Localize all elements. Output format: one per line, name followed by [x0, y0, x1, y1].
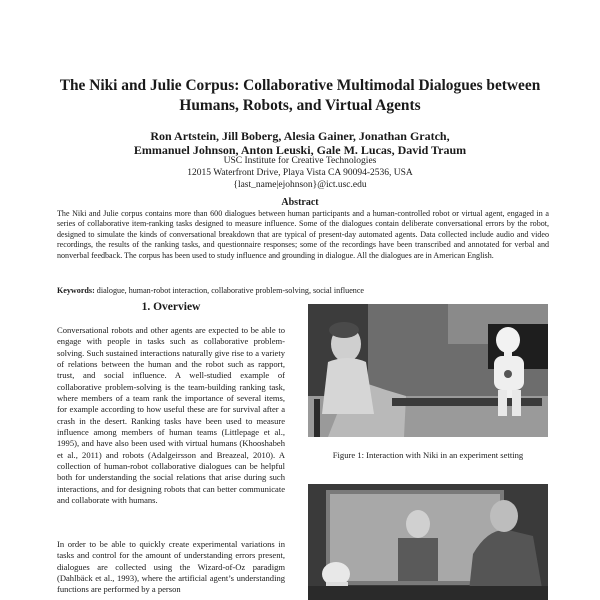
abstract-heading: Abstract	[281, 197, 319, 208]
abstract-text: The Niki and Julie corpus contains more than 600 dialogues between human participants and a human-controlled robot or virtual agent, engaged in a series of collaborative item-ranking tasks designed to measure influence. Some of the dialogues contain deliberate conversational errors by the robot, designed to simulate the kinds of conversational breakdown that are typical of present-day automated agents. Data collected include audio and video recordings, the results of the ranking tasks, and questionnaire responses; some of the recordings have been transcribed and annotated for verbal and nonverbal feedback. The corpus has been used to study influence and grounding in dialogue. All the dialogues are in American English.	[57, 209, 549, 260]
institution: USC Institute for Creative Technologies	[223, 156, 377, 166]
address: 12015 Waterfront Drive, Playa Vista CA 90094-2536, USA	[187, 168, 413, 178]
keywords-list: dialogue, human-robot interaction, collaborative problem-solving, social influence	[94, 286, 365, 295]
affiliation	[40, 155, 560, 191]
email: {last_name|ejohnson}@ict.usc.edu	[233, 180, 367, 190]
authors-line-1: Ron Artstein, Jill Boberg, Alesia Gainer, Jonathan Gratch,	[150, 129, 450, 143]
author-list	[40, 129, 560, 157]
figure-1-caption: Figure 1: Interaction with Niki in an experiment setting	[332, 450, 524, 460]
section-heading-overview: 1. Overview	[141, 301, 201, 313]
body-paragraph-2: In order to be able to quickly create experimental variations in tasks and control for the amount of understanding errors present, dialogues are collected using the Wizard-of-Oz paradigm (Dahlbäck et al., 1993), where the artificial agent’s understanding functions are performed by a person	[57, 539, 285, 595]
keywords-label: Keywords:	[57, 286, 95, 295]
authors-line-2: Emmanuel Johnson, Anton Leuski, Gale M. Lucas, David Traum	[133, 143, 467, 157]
figure-1-photo	[308, 304, 548, 437]
paper-title: The Niki and Julie Corpus: Collaborative Multimodal Dialogues between Humans, Robots, and Virtual Agents	[59, 77, 541, 114]
body-paragraph-1: Conversational robots and other agents are expected to be able to engage with people in tasks such as collaborative problem-solving. Such sustained interactions naturally give rise to a variety of relations between the human and the robot such as rapport, trust, and social influence. A well-studied example of collaborative problem-solving is the team-building ranking task, where members of a team rank the importance of several items, for example according to how useful these are for survival after a crash in the desert. Ranking tasks have been used to measure influence among members of human teams (Littlepage et al., 1995), and have also been used with virtual humans (Khooshabeh et al., 2011) and robots (Adalgeirsson and Breazeal, 2010). A collection of human-robot collaborative dialogues can be helpful both for understanding the social relations that arise during such interactions, and for designing robots that can better communicate and collaborate with humans.	[57, 325, 285, 506]
figure-2-photo	[308, 484, 548, 600]
keywords	[57, 285, 549, 296]
